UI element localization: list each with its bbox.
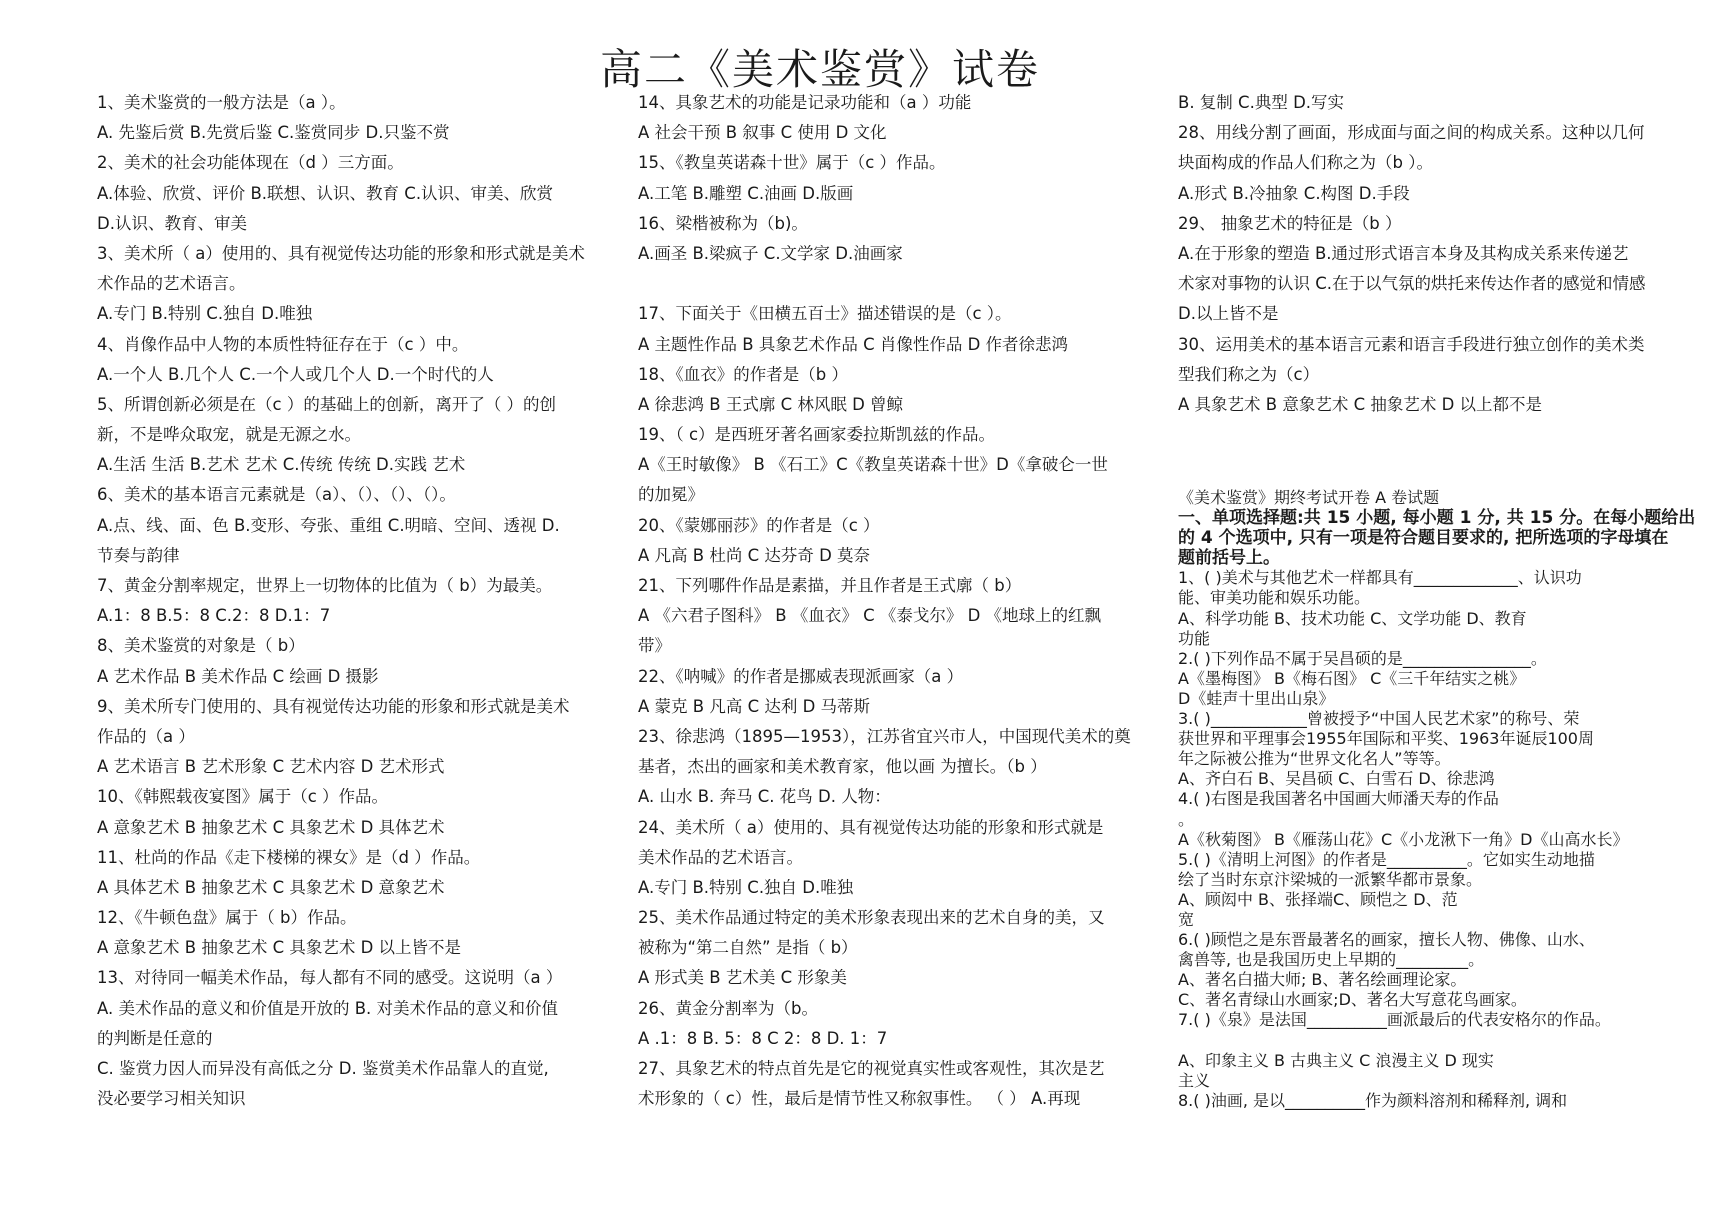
text-line: 14、具象艺术的功能是记录功能和（a ）功能 xyxy=(638,93,972,112)
page-title: 高二《美术鉴赏》试卷 xyxy=(599,45,1040,94)
text-line: 一、单项选择题:共 15 小题, 每小题 1 分, 共 15 分。在每小题给出 xyxy=(1178,508,1696,529)
text-line: A、齐白石 B、吴昌硕 C、白雪石 D、徐悲鸿 xyxy=(1178,769,1495,789)
text-line: 作品的（a ） xyxy=(97,726,195,746)
text-line: 10、《韩熙载夜宴图》属于（c ）作品。 xyxy=(97,787,389,807)
text-line: A 《六君子图科》 B 《血衣》 C 《泰戈尔》 D 《地球上的红飘 xyxy=(638,606,1102,626)
text-line: 23、徐悲鸿（1895—1953），江苏省宜兴市人，中国现代美术的奠 xyxy=(638,726,1131,746)
text-line: D.认识、教育、审美 xyxy=(97,213,247,233)
text-line: 24、美术所（ a）使用的、具有视觉传达功能的形象和形式就是 xyxy=(638,817,1104,837)
text-line: 15、《教皇英诺森十世》属于（c ）作品。 xyxy=(638,153,946,173)
text-line: 美术作品的艺术语言。 xyxy=(638,847,803,867)
text-line: 8.( )油画, 是以__________作为颜料溶剂和稀释剂, 调和 xyxy=(1178,1090,1568,1110)
text-line: A.1：8 B.5：8 C.2：8 D.1：7 xyxy=(97,606,331,626)
text-line: 27、具象艺术的特点首先是它的视觉真实性或客观性，其次是艺 xyxy=(638,1059,1105,1078)
text-line: 12、《牛顿色盘》属于（ b）作品。 xyxy=(97,908,357,928)
column-middle xyxy=(638,88,1148,1114)
text-line: A、著名白描大师; B、著名绘画理论家。 xyxy=(1178,970,1467,990)
text-line xyxy=(1178,1031,1698,1051)
text-line: 28、用线分割了画面，形成面与面之间的构成关系。这种以几何 xyxy=(1178,123,1645,143)
text-line: 29、 抽象艺术的特征是（b ） xyxy=(1178,213,1402,233)
text-line: 13、对待同一幅美术作品，每人都有不同的感受。这说明（a ） xyxy=(97,968,563,988)
text-line: A.专门 B.特别 C.独自 D.唯独 xyxy=(638,877,854,897)
text-line: A.生活 生活 B.艺术 艺术 C.传统 传统 D.实践 艺术 xyxy=(97,455,466,475)
text-line: A.专门 B.特别 C.独自 D.唯独 xyxy=(97,304,313,324)
text-line: 8、美术鉴赏的对象是（ b） xyxy=(97,636,305,656)
text-line: 2、美术的社会功能体现在（d ）三方面。 xyxy=(97,153,404,173)
text-line: 术作品的艺术语言。 xyxy=(97,274,246,294)
text-line: 禽兽等, 也是我国历史上早期的_________。 xyxy=(1178,950,1485,970)
text-line: 30、运用美术的基本语言元素和语言手段进行独立创作的美术类 xyxy=(1178,334,1645,354)
text-line: A 艺术作品 B 美术作品 C 绘画 D 摄影 xyxy=(97,666,379,686)
text-line: 22、《呐喊》的作者是挪威表现派画家（a ） xyxy=(638,666,964,686)
text-line: 宽 xyxy=(1178,909,1195,929)
text-line: 1、( )美术与其他艺术一样都具有_____________、认识功 xyxy=(1178,568,1582,588)
text-line xyxy=(638,269,1148,299)
text-line: 能、审美功能和娱乐功能。 xyxy=(1178,588,1371,608)
text-line: 的 4 个选项中, 只有一项是符合题目要求的, 把所选项的字母填在 xyxy=(1178,528,1669,549)
text-line: 术家对事物的认识 C.在于以气氛的烘托来传达作者的感觉和情感 xyxy=(1178,274,1646,294)
text-line: 带》 xyxy=(638,636,671,656)
text-line: 功能 xyxy=(1178,628,1211,648)
text-line: 7、黄金分割率规定，世界上一切物体的比值为（ b）为最美。 xyxy=(97,576,553,595)
text-line: 4、肖像作品中人物的本质性特征存在于（c ）中。 xyxy=(97,334,469,354)
text-line: 19、（ c）是西班牙著名画家委拉斯凯兹的作品。 xyxy=(638,425,996,445)
text-line: 节奏与韵律 xyxy=(97,545,180,565)
text-line: A、顾闳中 B、张择端C、顾恺之 D、范 xyxy=(1178,889,1458,909)
text-line: A 具象艺术 B 意象艺术 C 抽象艺术 D 以上都不是 xyxy=(1178,394,1543,414)
text-line: 3、美术所（ a）使用的、具有视觉传达功能的形象和形式就是美术 xyxy=(97,243,585,263)
text-line: A.点、线、面、色 B.变形、夸张、重组 C.明暗、空间、透视 D. xyxy=(97,515,560,535)
text-line: A、科学功能 B、技术功能 C、文学功能 D、教育 xyxy=(1178,608,1527,628)
text-line: 9、美术所专门使用的、具有视觉传达功能的形象和形式就是美术 xyxy=(97,696,570,716)
text-line: 6、美术的基本语言元素就是（a）、（）、（）、（）。 xyxy=(97,485,456,505)
text-line: 被称为“第二自然” 是指（ b） xyxy=(638,938,858,958)
text-line: D《蛙声十里出山泉》 xyxy=(1178,688,1335,708)
text-line: 新，不是哗众取宠，就是无源之水。 xyxy=(97,425,361,445)
text-line: A.画圣 B.梁疯子 C.文学家 D.油画家 xyxy=(638,243,903,263)
text-line: 21、下列哪件作品是素描，并且作者是王式廓（ b） xyxy=(638,576,1022,595)
text-line: A、印象主义 B 古典主义 C 浪漫主义 D 现实 xyxy=(1178,1050,1494,1070)
text-line: A .1：8 B. 5：8 C 2：8 D. 1：7 xyxy=(638,1028,888,1048)
text-line: A 凡高 B 杜尚 C 达芬奇 D 莫奈 xyxy=(638,545,871,565)
text-line: C. 鉴赏力因人而异没有高低之分 D. 鉴赏美术作品靠人的直觉, xyxy=(97,1059,549,1078)
text-line: 18、《血衣》的作者是（b ） xyxy=(638,364,848,384)
text-line: 2.( )下列作品不属于吴昌硕的是________________。 xyxy=(1178,648,1547,668)
text-line: A《墨梅图》 B《梅石图》 C《三千年结实之桃》 xyxy=(1178,668,1526,688)
text-line: 。 xyxy=(1178,809,1195,829)
text-line: 26、黄金分割率为（b。 xyxy=(638,998,818,1018)
text-line: A 意象艺术 B 抽象艺术 C 具象艺术 D 以上皆不是 xyxy=(97,938,462,958)
text-line: A.体验、欣赏、评价 B.联想、认识、教育 C.认识、审美、欣赏 xyxy=(97,183,554,203)
text-line: 型我们称之为（c） xyxy=(1178,364,1320,384)
text-line: 《美术鉴赏》期终考试开卷 A 卷试题 xyxy=(1178,488,1440,507)
text-line: 题前括号上。 xyxy=(1178,548,1280,569)
text-line: B. 复制 C.典型 D.写实 xyxy=(1178,93,1345,112)
text-line: 没必要学习相关知识 xyxy=(97,1089,246,1109)
text-line: 5、所谓创新必须是在（c ）的基础上的创新，离开了（ ）的创 xyxy=(97,394,557,414)
text-line: 术形象的（ c）性，最后是情节性又称叙事性。 （ ） A.再现 xyxy=(638,1089,1081,1109)
text-line: C、著名青绿山水画家;D、著名大写意花鸟画家。 xyxy=(1178,990,1527,1010)
text-line: 20、《蒙娜丽莎》的作者是（c ） xyxy=(638,515,880,535)
text-line: A《秋菊图》 B《雁荡山花》C《小龙湫下一角》D《山高水长》 xyxy=(1178,829,1629,849)
text-line: 1、美术鉴赏的一般方法是（a ）。 xyxy=(97,93,346,112)
text-line: A. 先鉴后赏 B.先赏后鉴 C.鉴赏同步 D.只鉴不赏 xyxy=(97,123,450,143)
text-line: 3.( )____________曾被授予“中国人民艺术家”的称号、荣 xyxy=(1178,709,1580,729)
text-line: A《王时敏像》 B 《石工》C《教皇英诺森十世》D《拿破仑一世 xyxy=(638,455,1108,475)
text-line: 25、美术作品通过特定的美术形象表现出来的艺术自身的美，又 xyxy=(638,908,1105,928)
text-line: A. 山水 B. 奔马 C. 花鸟 D. 人物： xyxy=(638,787,891,807)
text-line: A 社会干预 B 叙事 C 使用 D 文化 xyxy=(638,123,887,143)
text-line: 11、杜尚的作品《走下楼梯的裸女》是（d ）作品。 xyxy=(97,847,481,867)
text-line: 块面构成的作品人们称之为（b ）。 xyxy=(1178,153,1433,173)
column-right-exam-a xyxy=(1178,488,1698,1111)
text-line: A.一个人 B.几个人 C.一个人或几个人 D.一个时代的人 xyxy=(97,364,494,384)
text-line: 的判断是任意的 xyxy=(97,1028,213,1048)
text-line: 4.( )右图是我国著名中国画大师潘天寿的作品 xyxy=(1178,789,1499,809)
text-line: 16、梁楷被称为（b)。 xyxy=(638,213,808,233)
text-line: 基者，杰出的画家和美术教育家，他以画 为擅长。（b ） xyxy=(638,757,1047,777)
text-line: A 蒙克 B 凡高 C 达利 D 马蒂斯 xyxy=(638,696,871,716)
text-line: 的加冕》 xyxy=(638,485,704,505)
text-line: A.在于形象的塑造 B.通过形式语言本身及其构成关系来传递艺 xyxy=(1178,243,1629,263)
text-line: 获世界和平理事会1955年国际和平奖、1963年诞辰100周 xyxy=(1178,729,1594,749)
column-left xyxy=(97,88,607,1114)
text-line: A. 美术作品的意义和价值是开放的 B. 对美术作品的意义和价值 xyxy=(97,998,559,1018)
text-line: D.以上皆不是 xyxy=(1178,304,1279,324)
text-line: 17、下面关于《田横五百士》描述错误的是（c ）。 xyxy=(638,304,1012,324)
text-line: 主义 xyxy=(1178,1070,1211,1090)
text-line: A 徐悲鸿 B 王式廓 C 林风眠 D 曾鲸 xyxy=(638,394,904,414)
text-line: A 主题性作品 B 具象艺术作品 C 肖像性作品 D 作者徐悲鸿 xyxy=(638,334,1069,354)
text-line: A 形式美 B 艺术美 C 形象美 xyxy=(638,968,847,988)
text-line: A 艺术语言 B 艺术形象 C 艺术内容 D 艺术形式 xyxy=(97,757,445,777)
text-line: A 意象艺术 B 抽象艺术 C 具象艺术 D 具体艺术 xyxy=(97,817,445,837)
text-line: 绘了当时东京汴梁城的一派繁华都市景象。 xyxy=(1178,869,1483,889)
text-line: A.形式 B.冷抽象 C.构图 D.手段 xyxy=(1178,183,1410,203)
text-line: A 具体艺术 B 抽象艺术 C 具象艺术 D 意象艺术 xyxy=(97,877,445,897)
text-line: 5.( )《清明上河图》的作者是__________。它如实生动地描 xyxy=(1178,849,1595,869)
text-line: 年之际被公推为“世界文化名人”等等。 xyxy=(1178,749,1451,769)
text-line: A.工笔 B.雕塑 C.油画 D.版画 xyxy=(638,183,854,203)
text-line: 7.( )《泉》是法国__________画派最后的代表安格尔的作品。 xyxy=(1178,1010,1611,1030)
column-right-top xyxy=(1178,88,1698,420)
text-line: 6.( )顾恺之是东晋最著名的画家，擅长人物、佛像、山水、 xyxy=(1178,930,1595,950)
